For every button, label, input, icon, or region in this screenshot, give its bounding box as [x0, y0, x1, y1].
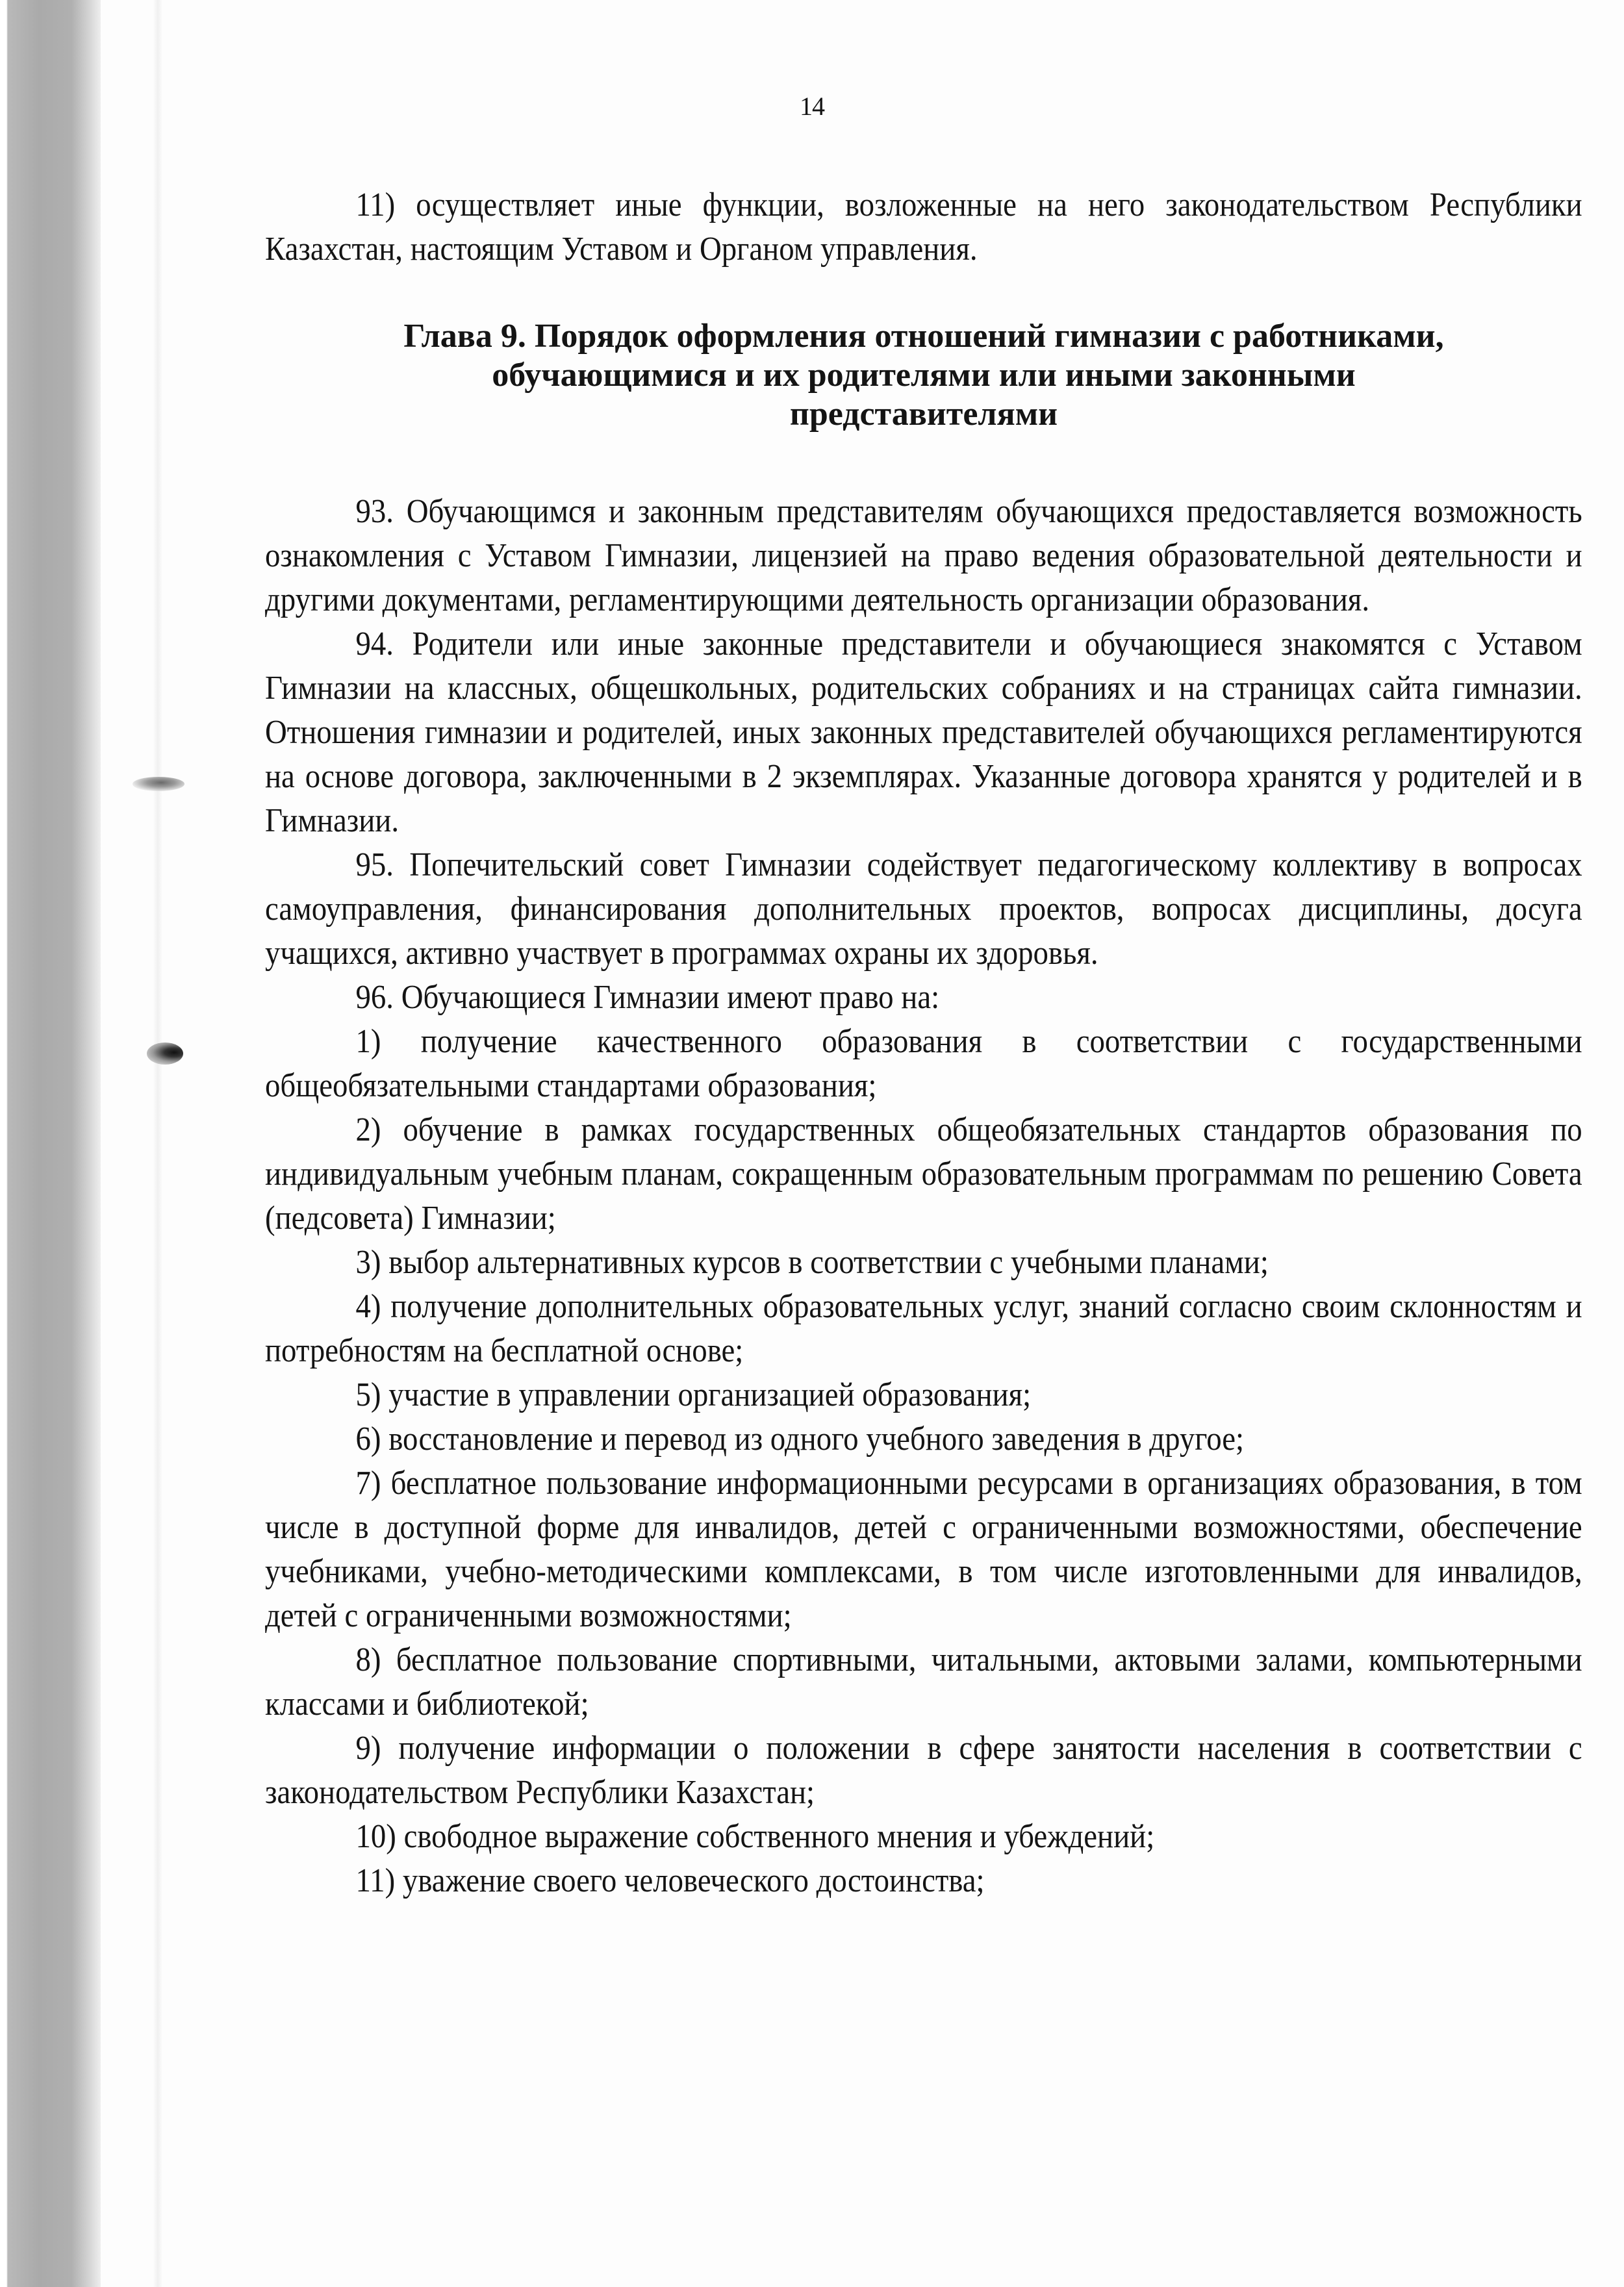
intro-item [265, 183, 1582, 272]
right-item [265, 1417, 1582, 1461]
paragraph-text: Обучающиеся Гимназии имеют право на: [401, 979, 940, 1016]
paragraph-text: Попечительский совет Гимназии содействует педагогическому коллективу в вопросах самоуправления, финансирования дополнительных проектов, вопросах дисциплины, досуга учащихся, активно участвует в программах охраны их здоровья. [265, 846, 1582, 972]
paragraph-number: 93. [355, 493, 394, 530]
chapter-heading [265, 317, 1582, 434]
right-text: участие в управлении организацией образования; [388, 1376, 1032, 1413]
right-text: восстановление и перевод из одного учебного заведения в другое; [388, 1421, 1245, 1458]
right-item [265, 1108, 1582, 1241]
right-text: получение качественного образования в соответствии с государственными общеобязательными стандартами образования; [265, 1023, 1582, 1104]
right-number: 8) [355, 1641, 381, 1678]
punch-hole-icon [133, 777, 184, 791]
right-item [265, 1859, 1582, 1903]
right-text: получение дополнительных образовательных услуг, знаний согласно своим склонностям и потребностям на бесплатной основе; [265, 1288, 1582, 1369]
right-number: 1) [355, 1023, 381, 1060]
paragraph-number: 96. [355, 979, 394, 1016]
paragraph-text: Обучающимся и законным представителям обучающихся предоставляется возможность ознакомления с Уставом Гимназии, лицензией на право ведения образовательной деятельности и другими документами, регламентирующими деятельность организации образования. [265, 493, 1582, 618]
paragraph-96 [265, 976, 1582, 1020]
right-number: 5) [355, 1376, 381, 1413]
right-number: 9) [355, 1730, 381, 1767]
page-number: 14 [800, 92, 824, 121]
right-number: 4) [355, 1288, 381, 1325]
paragraph-number: 95. [355, 846, 394, 883]
chapter-title-line-3: представителями [789, 396, 1058, 433]
right-number: 10) [355, 1818, 396, 1855]
right-number: 3) [355, 1244, 381, 1281]
right-number: 6) [355, 1421, 381, 1458]
right-number: 2) [355, 1111, 381, 1148]
right-text: уважение своего человеческого достоинства; [402, 1862, 985, 1899]
paragraph-number: 94. [355, 625, 394, 663]
right-item [265, 1461, 1582, 1638]
right-text: свободное выражение собственного мнения и убеждений; [403, 1818, 1155, 1855]
binding-shadow [0, 0, 101, 2287]
right-item [265, 1020, 1582, 1108]
intro-item-text: 11) осуществляет иные функции, возложенные на него законодательством Республики Казахстан, настоящим Уставом и Органом управления. [265, 186, 1582, 268]
paragraph-94 [265, 622, 1582, 843]
punch-hole-icon [147, 1042, 183, 1065]
page-fold [153, 0, 162, 2287]
right-text: бесплатное пользование информационными ресурсами в организациях образования, в том числе в доступной форме для инвалидов, детей с ограниченными возможностями, обеспечение учебниками, учебно-методическими комплексами, в том числе изготовленными для инвалидов, детей с ограниченными возможностями; [265, 1465, 1582, 1634]
right-number: 11) [355, 1862, 396, 1899]
paragraph-93 [265, 490, 1582, 622]
right-text: бесплатное пользование спортивными, читальными, актовыми залами, компьютерными классами и библиотекой; [265, 1641, 1582, 1723]
chapter-title-line-1: Глава 9. Порядок оформления отношений гимназии с работниками, [403, 318, 1444, 355]
right-item [265, 1241, 1582, 1285]
chapter-title-line-2: обучающимися и их родителями или иными законными [492, 357, 1356, 394]
right-item [265, 1726, 1582, 1815]
paragraph-text: Родители или иные законные представители и обучающиеся знакомятся с Уставом Гимназии на классных, общешкольных, родительских собраниях и на страницах сайта гимназии. Отношения гимназии и родителей, иных законных представителей обучающихся регламентируются на основе договора, заключенными в 2 экземплярах. Указанные договора хранятся у родителей и в Гимназии. [265, 625, 1582, 839]
right-item [265, 1285, 1582, 1373]
right-text: выбор альтернативных курсов в соответствии с учебными планами; [388, 1244, 1269, 1281]
right-text: обучение в рамках государственных общеобязательных стандартов образования по индивидуальным учебным планам, сокращенным образовательным программам по решению Совета (педсовета) Гимназии; [265, 1111, 1582, 1237]
right-number: 7) [355, 1465, 381, 1502]
document-body [265, 490, 1582, 1903]
paragraph-95 [265, 843, 1582, 976]
right-item [265, 1373, 1582, 1417]
right-item [265, 1638, 1582, 1726]
right-item [265, 1815, 1582, 1859]
right-text: получение информации о положении в сфере занятости населения в соответствии с законодательством Республики Казахстан; [265, 1730, 1582, 1811]
